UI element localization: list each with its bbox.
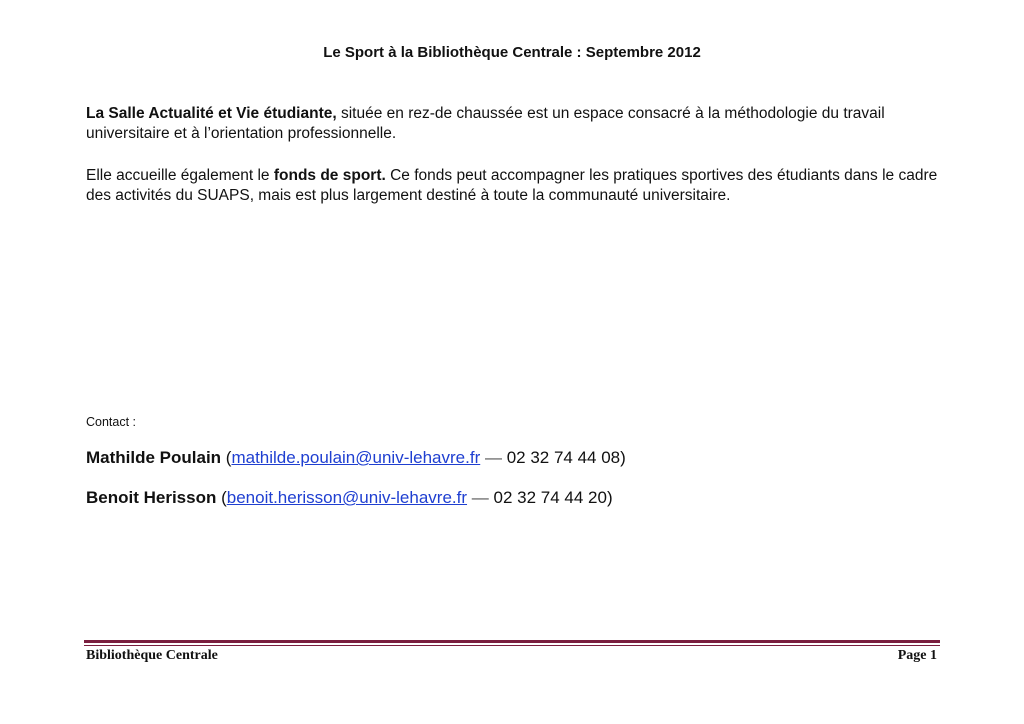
contact-email-link[interactable]: mathilde.poulain@univ-lehavre.fr xyxy=(231,448,481,467)
contact-line xyxy=(86,448,626,468)
contact-email-link[interactable]: benoit.herisson@univ-lehavre.fr xyxy=(226,488,468,507)
paragraph-text: située en rez-de chaussée est un espace consacré à la méthodologie du travail universitaire et à l’orientation professionnelle. xyxy=(86,105,885,142)
paragraph-text-before: Elle accueille également le xyxy=(86,167,274,184)
contact-close-paren: ) xyxy=(620,448,626,467)
contact-close-paren: ) xyxy=(606,488,613,507)
footer-divider-thick xyxy=(84,640,940,643)
footer-divider-thin xyxy=(84,645,940,646)
contact-separator: — xyxy=(467,488,494,507)
contact-phone: 02 32 74 44 08 xyxy=(506,448,621,467)
contact-separator: — xyxy=(480,448,507,467)
contact-open-paren: ( xyxy=(216,488,227,507)
paragraph-lead: La Salle Actualité et Vie étudiante, xyxy=(86,105,337,122)
contact-open-paren: ( xyxy=(221,448,232,467)
page-title: Le Sport à la Bibliothèque Centrale : Septembre 2012 xyxy=(323,44,701,61)
contact-label: Contact : xyxy=(86,415,137,429)
paragraph-fonds-sport xyxy=(86,166,946,206)
contact-line xyxy=(86,488,613,508)
paragraph-bold: fonds de sport. xyxy=(273,167,386,184)
paragraph-text-after: Ce fonds peut accompagner les pratiques sportives des étudiants dans le cadre des activités du SUAPS, mais est plus largement destiné à toute la communauté universitaire. xyxy=(86,167,938,204)
footer-page-number: Page 1 xyxy=(897,648,937,663)
contact-phone: 02 32 74 44 20 xyxy=(493,488,607,507)
paragraph-salle-actualite xyxy=(86,104,946,144)
contact-name: Benoit Herisson xyxy=(86,488,217,507)
footer-library-name: Bibliothèque Centrale xyxy=(86,648,218,663)
contact-name: Mathilde Poulain xyxy=(86,448,222,467)
